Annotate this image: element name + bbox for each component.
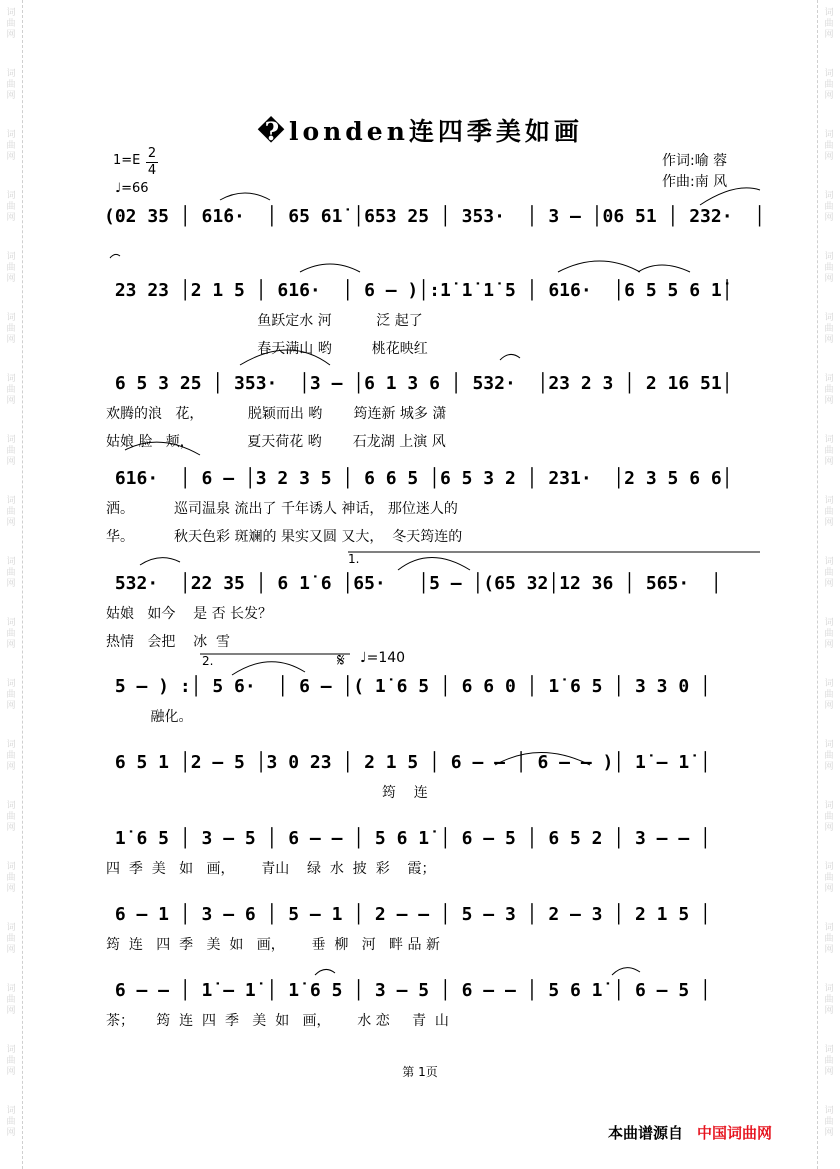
watermark-text: 词曲网 — [6, 923, 16, 955]
watermark-text: 词曲网 — [824, 557, 834, 589]
watermark-text: 词曲网 — [824, 8, 834, 40]
slur — [232, 662, 305, 675]
notation-line: 5 — ) :│ 5 6· │ 6 — │( 1̇ 6 5 │ 6 6 0 │ 1̇ 6 5 │ 3 3 0 │ — [104, 676, 711, 697]
slur — [495, 753, 590, 766]
lyric-line: 融化。 — [106, 709, 193, 725]
watermark-text: 词曲网 — [824, 801, 834, 833]
slur — [638, 265, 690, 272]
lyric-line: 茶； 筠 连 四 季 美 如 画， 水 恋 青 山 — [106, 1013, 449, 1029]
lyric-line: 春天满山 哟 桃花映红 — [106, 341, 428, 357]
slur — [140, 558, 180, 565]
slur — [500, 354, 520, 360]
lyric-line: 鱼跃定水 河 泛 起了 — [106, 313, 423, 329]
watermark-text: 词曲网 — [6, 69, 16, 101]
lyric-line: 热情 会把 冰 雪 — [106, 634, 231, 650]
watermark-text: 词曲网 — [824, 69, 834, 101]
volta-second-ending: 2. — [202, 654, 214, 668]
watermark-text: 词曲网 — [6, 801, 16, 833]
notation-line: 532· │22 35 │ 6 1̇ 6 │65· │5 — │(65 32│12 36 │ 565· │ — [104, 573, 722, 594]
source-label: 本曲谱源自 — [608, 1124, 684, 1142]
watermark-text: 词曲网 — [6, 1045, 16, 1077]
watermark-text: 词曲网 — [6, 313, 16, 345]
second-tempo-marking: ♩=140 — [360, 650, 406, 666]
watermark-text: 词曲网 — [6, 679, 16, 711]
tempo-marking: ♩=66 — [115, 181, 149, 196]
lyricist: 作词:喻 蓉 — [662, 153, 728, 169]
lyric-line: 姑娘 如今 是 否 长发？ — [106, 606, 273, 622]
notation-line: 23 23 │2 1 5 │ 616· │ 6 — )│:1̇ 1̇ 1̇ 5 │ 616· │6 5 5 6 1̇│ — [104, 280, 733, 301]
slur — [398, 558, 470, 571]
watermark-text: 词曲网 — [824, 740, 834, 772]
watermark-text: 词曲网 — [6, 252, 16, 284]
watermark-text: 词曲网 — [824, 984, 834, 1016]
watermark-text: 词曲网 — [824, 130, 834, 162]
composer: 作曲:南 风 — [662, 174, 728, 190]
watermark-text: 词曲网 — [6, 435, 16, 467]
lyric-line: 姑娘 脸 颊， 夏天荷花 哟 石龙湖 上演 风 — [106, 434, 446, 450]
watermark-text: 词曲网 — [6, 1106, 16, 1138]
watermark-text: 词曲网 — [6, 984, 16, 1016]
song-title: �londen连四季美如画 — [257, 117, 583, 146]
watermark-text: 词曲网 — [824, 313, 834, 345]
notation-line: 6 — 1 │ 3 — 6 │ 5 — 1 │ 2 — — │ 5 — 3 │ 2 — 3 │ 2 1 5 │ — [104, 904, 711, 925]
meter-top: 2 — [147, 146, 157, 161]
key-signature: 1=E — [113, 153, 141, 168]
slur — [125, 442, 200, 455]
watermark-text: 词曲网 — [824, 618, 834, 650]
notation-line: 6 5 3 25 │ 353· │3 — │6 1 3 6 │ 532· │23 2 3 │ 2 16 51│ — [104, 373, 733, 394]
slur — [612, 968, 640, 975]
slur — [300, 264, 360, 272]
watermark-text: 词曲网 — [824, 435, 834, 467]
watermark-text: 词曲网 — [6, 862, 16, 894]
watermark-text: 词曲网 — [824, 1106, 834, 1138]
watermark-text: 词曲网 — [6, 740, 16, 772]
watermark-text: 词曲网 — [6, 130, 16, 162]
notation-line: 616· │ 6 — │3 2 3 5 │ 6 6 5 │6 5 3 2 │ 231· │2 3 5 6 6│ — [104, 468, 733, 489]
watermark-text: 词曲网 — [824, 1045, 834, 1077]
lyric-line: 筠 连 — [106, 785, 428, 801]
lyric-line: 筠 连 四 季 美 如 画， 垂 柳 河 畔 品 新 — [106, 937, 440, 953]
lyric-line: 华。 秋天色彩 斑斓的 果实又圆 又大， 冬天筠连的 — [106, 529, 463, 545]
watermark-text: 词曲网 — [6, 618, 16, 650]
slur — [240, 350, 330, 365]
watermark-text: 词曲网 — [824, 923, 834, 955]
watermark-text: 词曲网 — [824, 374, 834, 406]
watermark-text: 词曲网 — [824, 252, 834, 284]
watermark-text: 词曲网 — [824, 679, 834, 711]
meter-bottom: 4 — [147, 163, 157, 178]
slur — [315, 969, 335, 975]
slur — [110, 254, 120, 258]
notation-line: 1̇ 6 5 │ 3 — 5 │ 6 — — │ 5 6 1̇ │ 6 — 5 │ 6 5 2 │ 3 — — │ — [104, 828, 711, 849]
notation-line: (02 35 │ 61̇6· │ 65 61̇ │653 25 │ 353· │ 3 — │06 51 │ 232· │ — [104, 206, 766, 227]
slur — [220, 193, 270, 200]
watermark-text: 词曲网 — [6, 496, 16, 528]
watermark-text: 词曲网 — [6, 8, 16, 40]
watermark-text: 词曲网 — [824, 496, 834, 528]
watermark-text: 词曲网 — [6, 557, 16, 589]
lyric-line: 欢腾的浪 花， 脱颖而出 哟 筠连新 城多 潇 — [106, 406, 447, 422]
watermark-text: 词曲网 — [824, 191, 834, 223]
slur — [700, 188, 760, 205]
watermark-text: 词曲网 — [824, 862, 834, 894]
notation-line: 6 5 1 │2 — 5 │3 0 23 │ 2 1 5 │ 6 — — │ 6 — — )│ 1̇ — 1̇ │ — [104, 752, 711, 773]
volta-first-ending: 1. — [348, 552, 360, 566]
source-brand: 中国词曲网 — [697, 1124, 773, 1142]
page-number: 第 1页 — [402, 1065, 438, 1079]
notation-line: 6 — — │ 1̇ — 1̇ │ 1̇ 6 5 │ 3 — 5 │ 6 — — │ 5 6 1̇ │ 6 — 5 │ — [104, 980, 711, 1001]
watermark-text: 词曲网 — [6, 374, 16, 406]
lyric-line: 四 季 美 如 画， 青山 绿 水 披 彩 霞； — [106, 861, 436, 877]
watermark-text: 词曲网 — [6, 191, 16, 223]
lyric-line: 洒。 巡司温泉 流出了 千年诱人 神话， 那位迷人的 — [106, 501, 458, 517]
slur — [558, 261, 640, 272]
segno-sign: 𝄋 — [337, 650, 345, 671]
